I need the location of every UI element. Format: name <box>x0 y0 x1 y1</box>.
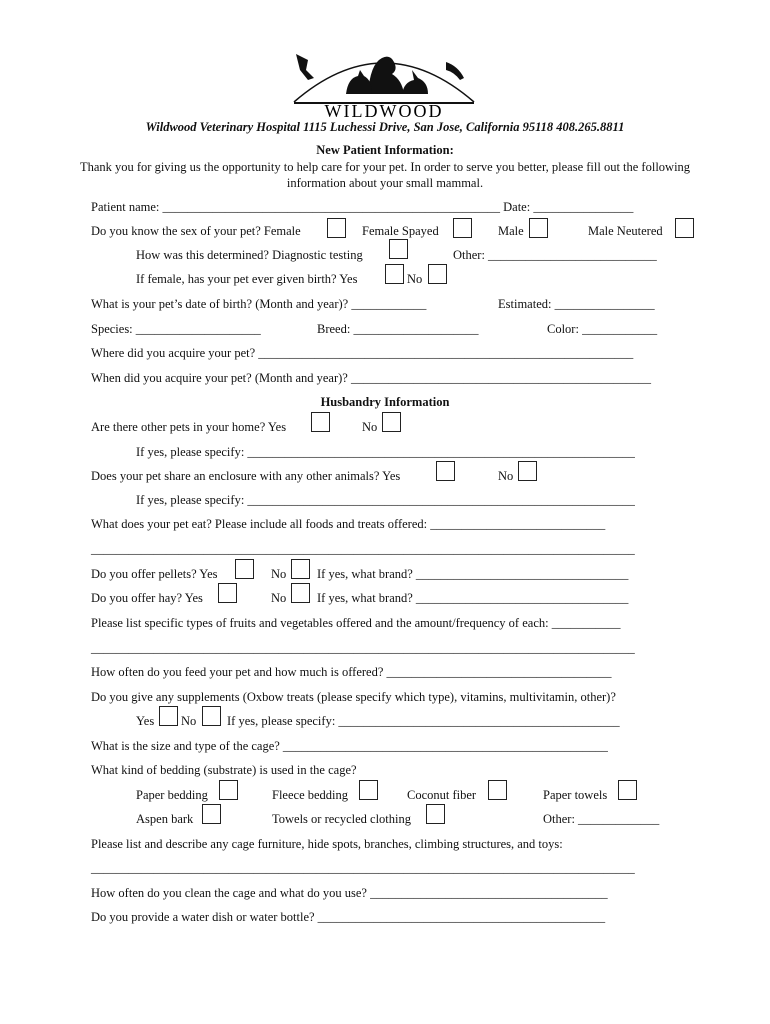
enclosure-specify-field[interactable]: If yes, please specify: ______________________________________________________________ <box>136 493 635 507</box>
supplements-specify-field[interactable]: If yes, please specify: _____________________________________________ <box>227 714 620 728</box>
supplements-no-checkbox[interactable] <box>202 706 221 726</box>
paper-bedding-checkbox[interactable] <box>219 780 238 800</box>
pellets-yes-checkbox[interactable] <box>235 559 254 579</box>
patient-name-field[interactable]: Patient name: ______________________________________________________ Date: ________________ <box>91 200 634 214</box>
hospital-address: Wildwood Veterinary Hospital 1115 Luchessi Drive, San Jose, California 95118 408.265.8811 <box>145 120 625 134</box>
hay-brand-field[interactable]: If yes, what brand? __________________________________ <box>317 591 629 605</box>
other-pets-question: Are there other pets in your home? Yes <box>91 420 287 434</box>
estimated-field[interactable]: Estimated: ________________ <box>498 297 655 311</box>
bird-icon <box>296 54 314 80</box>
sex-question: Do you know the sex of your pet? Female <box>91 224 301 238</box>
paper-towels-checkbox[interactable] <box>618 780 637 800</box>
cage-size-field[interactable]: What is the size and type of the cage? ____________________________________________________ <box>91 739 608 753</box>
aspen-bark-label: Aspen bark <box>136 812 194 826</box>
other-pets-yes-checkbox[interactable] <box>311 412 330 432</box>
pellets-brand-field[interactable]: If yes, what brand? __________________________________ <box>317 567 629 581</box>
cat-icon <box>346 70 372 94</box>
color-field[interactable]: Color: ____________ <box>547 322 658 336</box>
female-checkbox[interactable] <box>327 218 346 238</box>
furniture-line[interactable]: _______________________________________________________________________________________ <box>91 861 635 875</box>
hay-question: Do you offer hay? Yes <box>91 591 203 605</box>
fleece-bedding-checkbox[interactable] <box>359 780 378 800</box>
species-field[interactable]: Species: ____________________ <box>91 322 261 336</box>
hay-no-checkbox[interactable] <box>291 583 310 603</box>
husbandry-heading: Husbandry Information <box>320 395 450 409</box>
furniture-question: Please list and describe any cage furniture, hide spots, branches, climbing structures, and toys: <box>91 837 563 851</box>
water-field[interactable]: Do you provide a water dish or water bottle? ______________________________________________ <box>91 910 606 924</box>
pellets-no-checkbox[interactable] <box>291 559 310 579</box>
fruits-field[interactable]: Please list specific types of fruits and vegetables offered and the amount/frequency of each: ___________ <box>91 616 621 630</box>
form-title: New Patient Information: <box>316 143 454 157</box>
female-spayed-label: Female Spayed <box>362 224 439 238</box>
diet-field[interactable]: What does your pet eat? Please include all foods and treats offered: ____________________________ <box>91 517 606 531</box>
determined-question: How was this determined? Diagnostic testing <box>136 248 363 262</box>
where-acquire-field[interactable]: Where did you acquire your pet? ____________________________________________________________ <box>91 346 634 360</box>
other-field[interactable]: Other: ___________________________ <box>453 248 657 262</box>
diet-line-2[interactable]: _______________________________________________________________________________________ <box>91 542 635 556</box>
supplements-yes-label: Yes <box>136 714 155 728</box>
fruits-line-2[interactable]: _______________________________________________________________________________________ <box>91 641 635 655</box>
supplements-question: Do you give any supplements (Oxbow treats (please specify which type), vitamins, multivitamin, other)? <box>91 690 616 704</box>
hay-yes-checkbox[interactable] <box>218 583 237 603</box>
pellets-question: Do you offer pellets? Yes <box>91 567 218 581</box>
male-neutered-label: Male Neutered <box>588 224 663 238</box>
coconut-fiber-checkbox[interactable] <box>488 780 507 800</box>
fleece-bedding-label: Fleece bedding <box>272 788 349 802</box>
pellets-no-label: No <box>271 567 287 581</box>
aspen-bark-checkbox[interactable] <box>202 804 221 824</box>
breed-field[interactable]: Breed: ____________________ <box>317 322 479 336</box>
intro-text: Thank you for giving us the opportunity to help care for your pet. In order to serve you better, please fill out the following information about your small mammal. <box>79 160 691 190</box>
enclosure-no-checkbox[interactable] <box>518 461 537 481</box>
enclosure-question: Does your pet share an enclosure with any other animals? Yes <box>91 469 401 483</box>
dob-field[interactable]: What is your pet’s date of birth? (Month and year)? ____________ <box>91 297 427 311</box>
birth-no-label: No <box>407 272 423 286</box>
enclosure-yes-checkbox[interactable] <box>436 461 455 481</box>
towels-clothing-label: Towels or recycled clothing <box>272 812 412 826</box>
birth-question: If female, has your pet ever given birth? Yes <box>136 272 358 286</box>
female-spayed-checkbox[interactable] <box>453 218 472 238</box>
male-neutered-checkbox[interactable] <box>675 218 694 238</box>
male-label: Male <box>498 224 524 238</box>
supplements-yes-checkbox[interactable] <box>159 706 178 726</box>
hay-no-label: No <box>271 591 287 605</box>
feeding-field[interactable]: How often do you feed your pet and how much is offered? ____________________________________ <box>91 665 612 679</box>
when-acquire-field[interactable]: When did you acquire your pet? (Month and year)? ________________________________________________ <box>91 371 651 385</box>
diagnostic-testing-checkbox[interactable] <box>389 239 408 259</box>
bedding-question: What kind of bedding (substrate) is used in the cage? <box>91 763 357 777</box>
birth-no-checkbox[interactable] <box>428 264 447 284</box>
supplements-no-label: No <box>181 714 197 728</box>
dog-icon <box>368 57 404 94</box>
male-checkbox[interactable] <box>529 218 548 238</box>
wildwood-logo <box>286 44 482 120</box>
enclosure-no-label: No <box>498 469 514 483</box>
rabbit-icon <box>402 70 428 94</box>
towels-clothing-checkbox[interactable] <box>426 804 445 824</box>
cleaning-field[interactable]: How often do you clean the cage and what do you use? ______________________________________ <box>91 886 608 900</box>
logo-text: WILDWOOD <box>324 101 444 120</box>
birth-yes-checkbox[interactable] <box>385 264 404 284</box>
paper-towels-label: Paper towels <box>543 788 608 802</box>
paper-bedding-label: Paper bedding <box>136 788 208 802</box>
coconut-fiber-label: Coconut fiber <box>407 788 477 802</box>
other-pets-no-label: No <box>362 420 378 434</box>
other-pets-specify-field[interactable]: If yes, please specify: ______________________________________________________________ <box>136 445 635 459</box>
other-pets-no-checkbox[interactable] <box>382 412 401 432</box>
lizard-icon <box>446 62 464 80</box>
other-bedding-field[interactable]: Other: _____________ <box>543 812 660 826</box>
